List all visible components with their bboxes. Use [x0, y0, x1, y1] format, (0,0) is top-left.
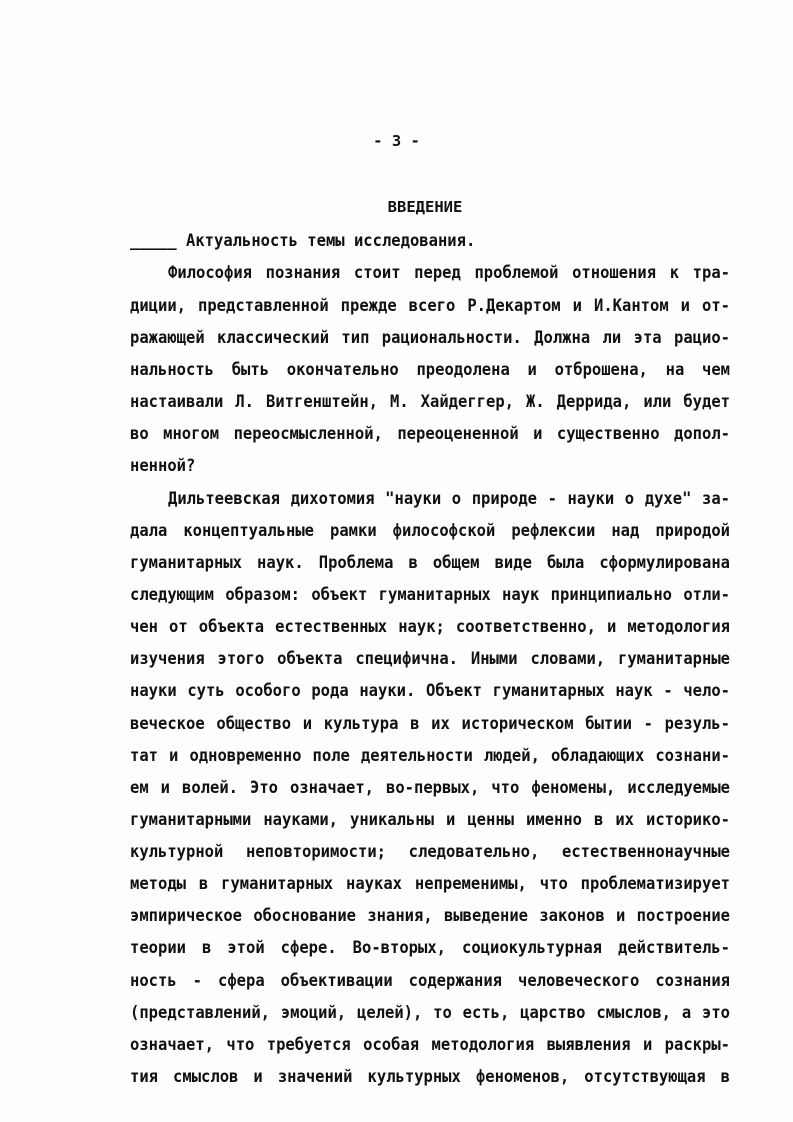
text-line: гуманитарными науками, уникальны и ценны именно в их историко-: [130, 810, 730, 830]
text-line: ем и волей. Это означает, во-первых, что феномены, исследуемые: [130, 778, 730, 798]
text-line: (представлений, эмоций, целей), то есть, царство смыслов, а это: [130, 1003, 730, 1023]
text-line: культурной неповторимости; следовательно, естественнонаучные: [130, 842, 730, 862]
text-line: во многом переосмысленной, переоцененной и существенно допол-: [130, 424, 730, 444]
text-line: гуманитарных наук. Проблема в общем виде была сформулирована: [130, 553, 730, 573]
section-heading: ВВЕДЕНИЕ: [387, 198, 463, 216]
subheading: _____ Актуальность темы исследования.: [130, 231, 476, 251]
text-line: Дильтеевская дихотомия "науки о природе - науки о духе" за-: [168, 489, 730, 509]
text-line: означает, что требуется особая методология выявления и раскры-: [130, 1035, 730, 1055]
text-line: Философия познания стоит перед проблемой отношения к тра-: [168, 263, 730, 283]
text-line: тия смыслов и значений культурных феноменов, отсутствующая в: [130, 1067, 730, 1087]
text-line: диции, представленной прежде всего Р.Декартом и И.Кантом и от-: [130, 296, 730, 316]
text-line: нальность быть окончательно преодолена и отброшена, на чем: [130, 360, 730, 380]
text-line: ражающей классический тип рациональности. Должна ли эта рацио-: [130, 328, 730, 348]
text-line: науки суть особого рода науки. Объект гуманитарных наук - чело-: [130, 681, 730, 701]
text-line: эмпирическое обоснование знания, выведение законов и построение: [130, 906, 730, 926]
text-line: веческое общество и культура в их историческом бытии - резуль-: [130, 714, 730, 734]
page-number: - 3 -: [373, 132, 420, 150]
text-line: настаивали Л. Витгенштейн, М. Хайдеггер, Ж. Деррида, или будет: [130, 392, 730, 412]
text-line: тат и одновременно поле деятельности людей, обладающих сознани-: [130, 746, 730, 766]
text-line: дала концептуальные рамки философской рефлексии над природой: [130, 521, 730, 541]
text-line: ность - сфера объективации содержания человеческого сознания: [130, 971, 730, 991]
text-line: ненной?: [130, 456, 196, 476]
text-line: теории в этой сфере. Во-вторых, социокультурная действитель-: [130, 938, 730, 958]
text-line: изучения этого объекта специфична. Иными словами, гуманитарные: [130, 649, 730, 669]
text-line: следующим образом: объект гуманитарных наук принципиально отли-: [130, 585, 730, 605]
text-line: чен от объекта естественных наук; соответственно, и методология: [130, 617, 730, 637]
text-line: методы в гуманитарных науках непременимы, что проблематизирует: [130, 874, 730, 894]
